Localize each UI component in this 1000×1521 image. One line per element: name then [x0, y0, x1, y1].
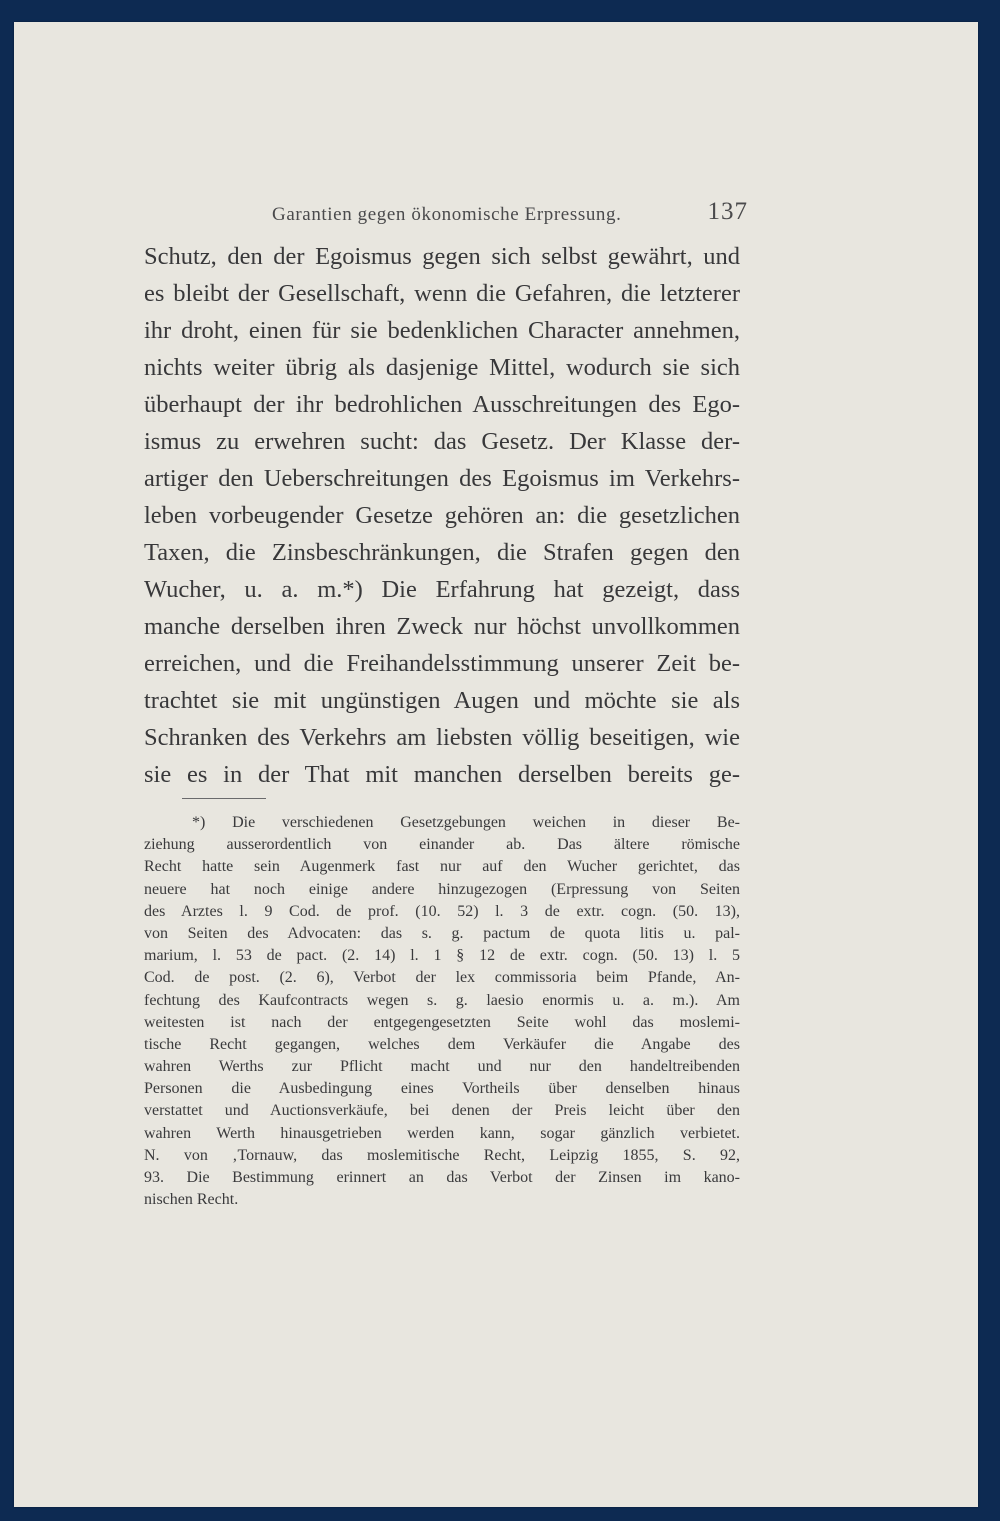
footnote-line: verstattet und Auctionsverkäufe, bei denen der Preis leicht über den — [144, 1102, 740, 1120]
footnote-line: Cod. de post. (2. 6), Verbot der lex commissoria beim Pfande, An- — [144, 969, 740, 987]
running-title: Garantien gegen ökonomische Erpressung. — [272, 204, 622, 225]
footnote-line: tische Recht gegangen, welches dem Verkäufer die Angabe des — [144, 1035, 740, 1053]
book-page — [14, 22, 978, 1507]
footnote-line: nischen Recht. — [144, 1191, 239, 1209]
footnote-rule — [182, 798, 266, 799]
footnote-line: 93. Die Bestimmung erinnert an das Verbot der Zinsen im kano- — [144, 1169, 740, 1186]
body-line: artiger den Ueberschreitungen des Egoismus im Verkehrs- — [144, 465, 740, 492]
body-line: Taxen, die Zinsbeschränkungen, die Strafen gegen den — [144, 539, 740, 566]
footnote-line: marium, l. 53 de pact. (2. 14) l. 1 § 12 de extr. cogn. (50. 13) l. 5 — [144, 947, 740, 965]
page-number: 137 — [707, 198, 748, 225]
body-line: Schranken des Verkehrs am liebsten völlig beseitigen, wie — [144, 724, 740, 751]
body-line: Wucher, u. a. m.*) Die Erfahrung hat gezeigt, dass — [144, 576, 740, 603]
footnote-line: Personen die Ausbedingung eines Vortheils über denselben hinaus — [144, 1080, 740, 1098]
body-line: sie es in der That mit manchen derselben bereits ge- — [144, 761, 740, 788]
body-line: trachtet sie mit ungünstigen Augen und möchte sie als — [144, 687, 740, 714]
footnote-line: *) Die verschiedenen Gesetzgebungen weichen in dieser Be- — [192, 814, 740, 831]
footnote-line: des Arztes l. 9 Cod. de prof. (10. 52) l. 3 de extr. cogn. (50. 13), — [144, 902, 740, 920]
footnote-line: neuere hat noch einige andere hinzugezogen (Erpressung von Seiten — [144, 880, 740, 898]
body-line: nichts weiter übrig als dasjenige Mittel, wodurch sie sich — [144, 354, 740, 381]
footnote-line: von Seiten des Advocaten: das s. g. pactum de quota litis u. pal- — [144, 924, 740, 942]
footnote-line: fechtung des Kaufcontracts wegen s. g. laesio enormis u. a. m.). Am — [144, 991, 740, 1009]
footnote-line: Recht hatte sein Augenmerk fast nur auf den Wucher gerichtet, das — [144, 858, 740, 876]
footnote — [144, 812, 740, 1211]
body-line: Schutz, den der Egoismus gegen sich selbst gewährt, und — [144, 243, 740, 270]
footnote-line: N. von ‚Tornauw, das moslemitische Recht, Leipzig 1855, S. 92, — [144, 1146, 740, 1164]
body-line: überhaupt der ihr bedrohlichen Ausschreitungen des Ego- — [144, 391, 740, 418]
footnote-line: ziehung ausserordentlich von einander ab. Das ältere römische — [144, 836, 740, 854]
body-line: ihr droht, einen für sie bedenklichen Character annehmen, — [144, 317, 740, 344]
footnote-line: wahren Werths zur Pflicht macht und nur den handeltreibenden — [144, 1058, 740, 1076]
body-line: manche derselben ihren Zweck nur höchst unvollkommen — [144, 613, 740, 640]
running-head — [252, 188, 748, 228]
footnote-line: weitesten ist nach der entgegengesetzten Seite wohl das moslemi- — [144, 1013, 740, 1031]
body-line: es bleibt der Gesellschaft, wenn die Gefahren, die letzterer — [144, 280, 740, 307]
body-line: leben vorbeugender Gesetze gehören an: die gesetzlichen — [144, 502, 740, 529]
body-text — [144, 238, 740, 793]
body-line: erreichen, und die Freihandelsstimmung unserer Zeit be- — [144, 650, 740, 677]
footnote-line: wahren Werth hinausgetrieben werden kann, sogar gänzlich verbietet. — [144, 1124, 740, 1142]
body-line: ismus zu erwehren sucht: das Gesetz. Der Klasse der- — [144, 428, 740, 455]
